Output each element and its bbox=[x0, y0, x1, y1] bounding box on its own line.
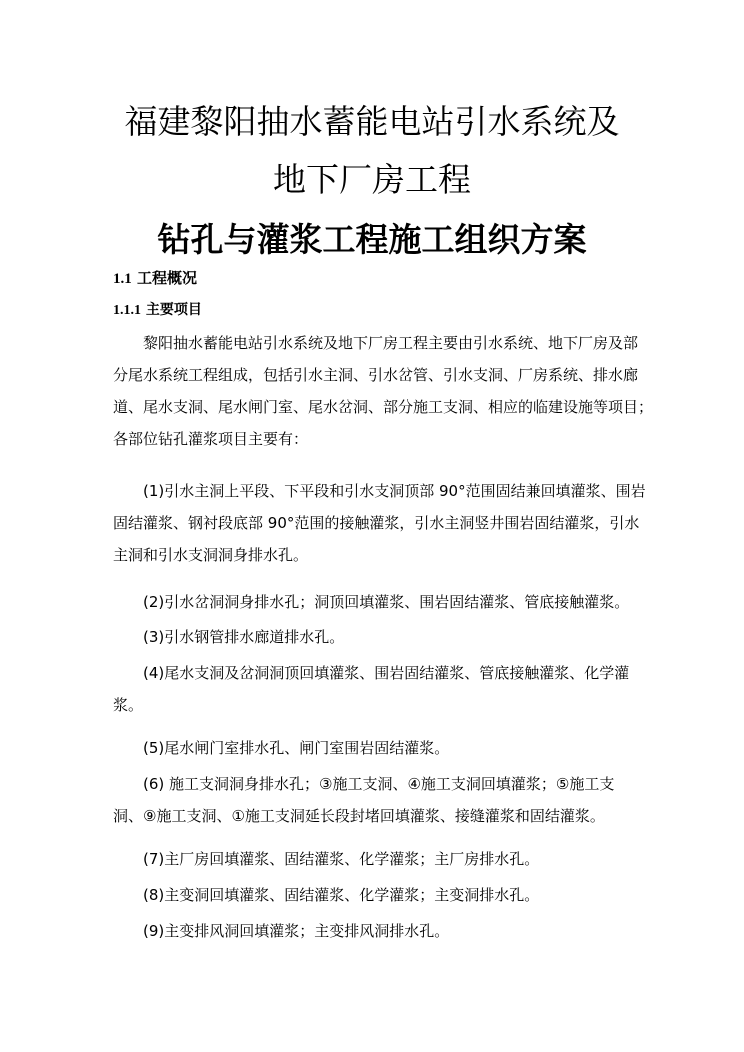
subsection-label: 主要项目 bbox=[145, 302, 202, 318]
section-label: 工程概况 bbox=[136, 269, 197, 287]
list-item-line: (5)尾水闸门室排水孔、闸门室围岩固结灌浆。 bbox=[143, 739, 450, 757]
list-item-line: (1)引水主洞上平段、下平段和引水支洞顶部 90°范围固结兼回填灌浆、围岩 bbox=[143, 482, 646, 500]
subsection-heading bbox=[113, 299, 202, 322]
title-line-1: 福建黎阳抽水蓄能电站引水系统及 bbox=[124, 102, 620, 141]
intro-line: 黎阳抽水蓄能电站引水系统及地下厂房工程主要由引水系统、地下厂房及部 bbox=[143, 334, 639, 352]
list-item-line: 固结灌浆、钢衬段底部 90°范围的接触灌浆，引水主洞竖井围岩固结灌浆，引水 bbox=[113, 514, 640, 532]
list-item-1 bbox=[113, 475, 646, 571]
list-item-9 bbox=[113, 915, 633, 947]
list-item-3 bbox=[113, 621, 633, 653]
list-item-line: (8)主变洞回填灌浆、固结灌浆、化学灌浆；主变洞排水孔。 bbox=[143, 886, 540, 904]
list-item-line: (4)尾水支洞及岔洞洞顶回填灌浆、围岩固结灌浆、管底接触灌浆、化学灌 bbox=[143, 664, 630, 682]
intro-line: 道、尾水支洞、尾水闸门室、尾水岔洞、部分施工支洞、相应的临建设施等项目； bbox=[113, 398, 654, 416]
title-line-2: 地下厂房工程 bbox=[273, 160, 471, 199]
intro-paragraph bbox=[113, 327, 654, 455]
list-item-line: (6) 施工支洞洞身排水孔；③施工支洞、④施工支洞回填灌浆；⑤施工支 bbox=[143, 775, 615, 793]
list-item-6 bbox=[113, 768, 633, 832]
list-item-line: (3)引水钢管排水廊道排水孔。 bbox=[143, 628, 345, 646]
list-item-8 bbox=[113, 879, 633, 911]
list-item-4 bbox=[113, 657, 633, 721]
list-item-line: (7)主厂房回填灌浆、固结灌浆、化学灌浆；主厂房排水孔。 bbox=[143, 850, 540, 868]
list-item-line: 洞、⑨施工支洞、①施工支洞延长段封堵回填灌浆、接缝灌浆和固结灌浆。 bbox=[113, 807, 605, 825]
intro-line: 各部位钻孔灌浆项目主要有： bbox=[113, 430, 309, 448]
intro-line: 分尾水系统工程组成，包括引水主洞、引水岔管、引水支洞、厂房系统、排水廊 bbox=[113, 366, 639, 384]
document-title: 钻孔与灌浆工程施工组织方案 bbox=[157, 220, 587, 259]
section-heading bbox=[113, 266, 197, 291]
list-item-line: (2)引水岔洞洞身排水孔；洞顶回填灌浆、围岩固结灌浆、管底接触灌浆。 bbox=[143, 593, 630, 611]
list-item-7 bbox=[113, 843, 633, 875]
list-item-line: 主洞和引水支洞洞身排水孔。 bbox=[113, 546, 309, 564]
subsection-number: 1.1.1 bbox=[113, 303, 141, 318]
section-number: 1.1 bbox=[113, 271, 132, 287]
list-item-5 bbox=[113, 732, 633, 764]
list-item-2 bbox=[113, 586, 633, 618]
list-item-line: (9)主变排风洞回填灌浆；主变排风洞排水孔。 bbox=[143, 922, 450, 940]
list-item-line: 浆。 bbox=[113, 696, 144, 714]
